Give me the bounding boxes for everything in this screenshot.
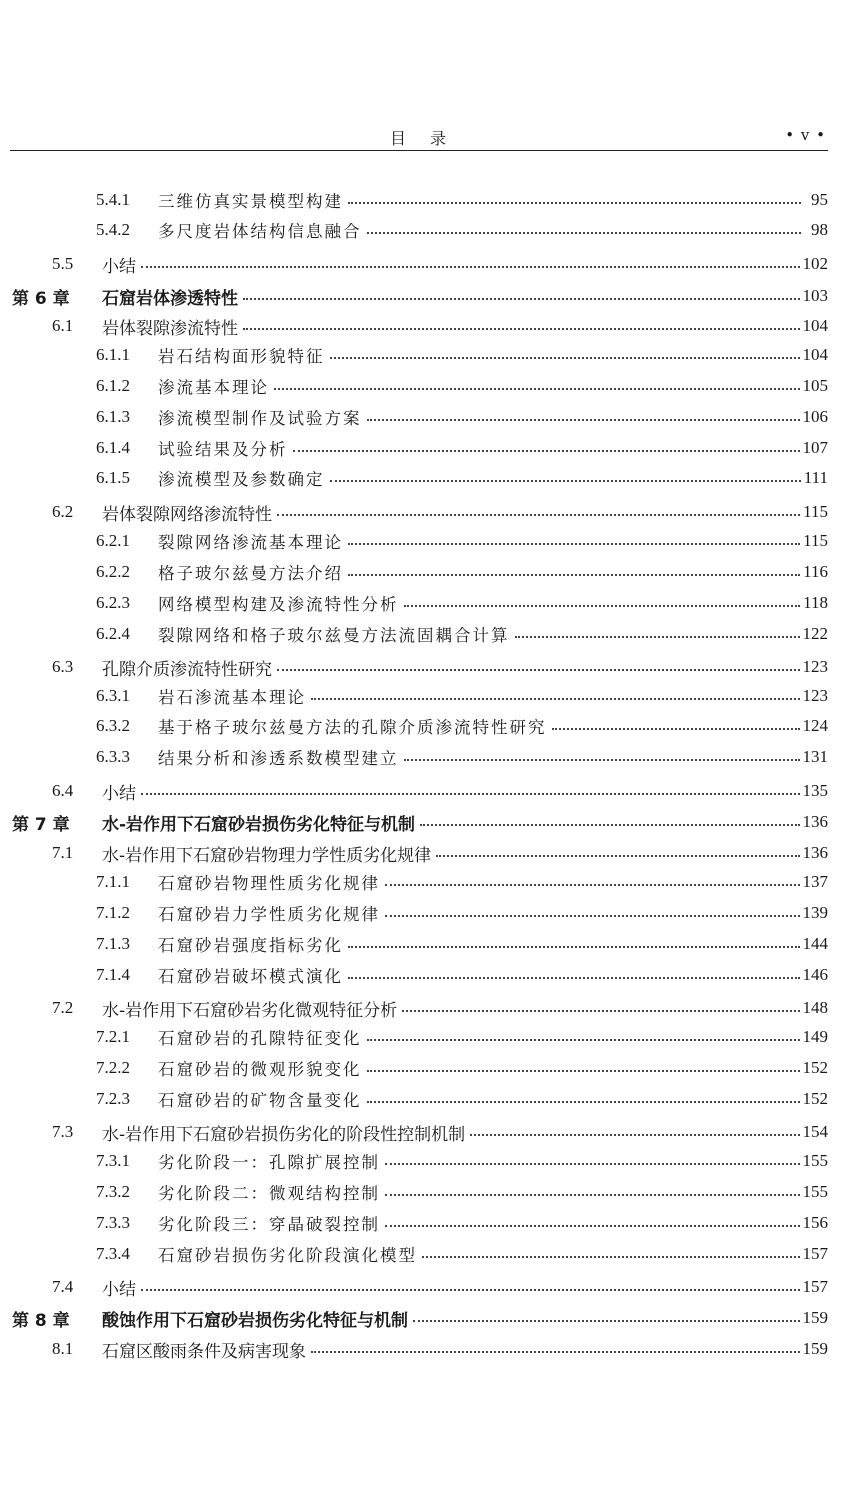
- toc-leader-dots: [385, 1225, 800, 1227]
- toc-leader-dots: [348, 574, 800, 576]
- toc-leader-dots: [402, 1010, 799, 1012]
- toc-entry-number: 8.1: [52, 1339, 74, 1358]
- toc-entry-page: 102: [802, 254, 828, 273]
- toc-entry-sub: [96, 589, 828, 617]
- toc-entry-page: 152: [802, 1089, 828, 1108]
- toc-entry-page: 104: [802, 316, 828, 335]
- toc-entry-title: 渗流基本理论: [158, 378, 269, 397]
- toc-leader-dots: [420, 824, 799, 826]
- toc-entry-page: 149: [802, 1027, 828, 1046]
- toc-entry-section: [52, 994, 828, 1022]
- toc-entry-title: 小结: [102, 1279, 136, 1300]
- toc-entry-number: 7.1.2: [96, 903, 130, 922]
- toc-leader-dots: [367, 419, 800, 421]
- toc-entry-sub: [96, 930, 828, 958]
- toc-leader-dots: [141, 793, 800, 795]
- toc-entry-number: 6.1.3: [96, 407, 130, 426]
- toc-entry-sub: [96, 464, 828, 492]
- toc-entry-number: 7.3.1: [96, 1151, 130, 1170]
- running-header: [10, 126, 828, 150]
- toc-entry-sub: [96, 682, 828, 710]
- toc-entry-title: 石窟砂岩力学性质劣化规律: [158, 905, 380, 924]
- toc-entry-number: 6.2.3: [96, 593, 130, 612]
- toc-entry-title: 岩体裂隙网络渗流特性: [102, 504, 272, 525]
- toc-leader-dots: [141, 266, 800, 268]
- header-page-number: • v •: [785, 126, 826, 144]
- toc-entry-title: 多尺度岩体结构信息融合: [158, 222, 362, 241]
- toc-entry-title: 石窟砂岩损伤劣化阶段演化模型: [158, 1246, 417, 1265]
- toc-entry-number: 7.2.2: [96, 1058, 130, 1077]
- toc-entry-number: 7.2: [52, 998, 74, 1017]
- toc-entry-page: 136: [802, 812, 828, 831]
- toc-entry-page: 105: [802, 376, 828, 395]
- toc-entry-sub: [96, 620, 828, 648]
- toc-entry-sub: [96, 961, 828, 989]
- toc-entry-sub: [96, 743, 828, 771]
- toc-entry-chapter: [12, 1304, 828, 1332]
- toc-entry-page: 155: [802, 1182, 828, 1201]
- toc-entry-sub: [96, 1240, 828, 1268]
- toc-entry-section: [52, 653, 828, 681]
- toc-entry-number: 6.1.1: [96, 345, 130, 364]
- toc-entry-page: 136: [802, 843, 828, 862]
- toc-entry-number: 7.1.1: [96, 872, 130, 891]
- toc-entry-page: 137: [802, 872, 828, 891]
- toc-entry-title: 水-岩作用下石窟砂岩损伤劣化的阶段性控制机制: [102, 1124, 466, 1145]
- toc-leader-dots: [277, 514, 800, 516]
- toc-entry-number: 7.2.1: [96, 1027, 130, 1046]
- toc-entry-title: 基于格子玻尔兹曼方法的孔隙介质渗流特性研究: [158, 718, 547, 737]
- toc-entry-title: 石窟砂岩强度指标劣化: [158, 936, 343, 955]
- toc-leader-dots: [404, 605, 801, 607]
- toc-entry-number: 7.3.2: [96, 1182, 130, 1201]
- toc-entry-number: 7.1.3: [96, 934, 130, 953]
- toc-leader-dots: [470, 1134, 799, 1136]
- toc-entry-chapter: [12, 282, 828, 310]
- toc-entry-number: 6.2.2: [96, 562, 130, 581]
- toc-leader-dots: [348, 543, 800, 545]
- toc-entry-page: 116: [803, 562, 828, 581]
- toc-leader-dots: [243, 328, 800, 330]
- toc-entry-page: 139: [802, 903, 828, 922]
- toc-entry-number: 6.2.1: [96, 531, 130, 550]
- toc-entry-title: 孔隙介质渗流特性研究: [102, 659, 272, 680]
- toc-leader-dots: [330, 480, 801, 482]
- header-rule: [10, 150, 828, 151]
- toc-leader-dots: [385, 884, 800, 886]
- toc-entry-section: [52, 1273, 828, 1301]
- toc-entry-page: 154: [802, 1122, 828, 1141]
- toc-entry-page: 98: [811, 220, 828, 239]
- toc-leader-dots: [367, 1070, 800, 1072]
- toc-entry-sub: [96, 868, 828, 896]
- toc-entry-page: 123: [802, 686, 828, 705]
- toc-leader-dots: [311, 698, 800, 700]
- toc-leader-dots: [385, 1163, 800, 1165]
- toc-entry-page: 157: [802, 1244, 828, 1263]
- toc-entry-sub: [96, 899, 828, 927]
- toc-entry-title: 试验结果及分析: [158, 440, 288, 459]
- toc-entry-number: 6.1.4: [96, 438, 130, 457]
- toc-entry-sub: [96, 712, 828, 740]
- toc-entry-number: 5.4.1: [96, 190, 130, 209]
- toc-entry-number: 5.5: [52, 254, 74, 273]
- toc-entry-number: 6.3.3: [96, 747, 130, 766]
- toc-entry-number: 7.1.4: [96, 965, 130, 984]
- toc-leader-dots: [367, 1039, 800, 1041]
- toc-leader-dots: [277, 669, 800, 671]
- toc-entry-page: 123: [802, 657, 828, 676]
- toc-entry-title: 三维仿真实景模型构建: [158, 192, 343, 211]
- toc-entry-number: 6.1.5: [96, 468, 130, 487]
- toc-entry-page: 107: [802, 438, 828, 457]
- toc-entry-title: 网络模型构建及渗流特性分析: [158, 595, 399, 614]
- toc-entry-sub: [96, 434, 828, 462]
- toc-entry-number: 6.1: [52, 316, 74, 335]
- toc-entry-sub: [96, 1054, 828, 1082]
- toc-leader-dots: [385, 1194, 800, 1196]
- toc-entry-sub: [96, 186, 828, 214]
- toc-entry-title: 石窟砂岩的矿物含量变化: [158, 1091, 362, 1110]
- toc-entry-section: [52, 839, 828, 867]
- toc-entry-number: 6.3.2: [96, 716, 130, 735]
- toc-entry-section: [52, 1118, 828, 1146]
- toc-leader-dots: [367, 232, 802, 234]
- toc-entry-title: 石窟砂岩破坏模式演化: [158, 967, 343, 986]
- toc-leader-dots: [243, 298, 800, 300]
- toc-entry-title: 裂隙网络和格子玻尔兹曼方法流固耦合计算: [158, 626, 510, 645]
- toc-entry-sub: [96, 341, 828, 369]
- toc-entry-sub: [96, 1085, 828, 1113]
- toc-entry-title: 结果分析和渗透系数模型建立: [158, 749, 399, 768]
- toc-entry-page: 148: [802, 998, 828, 1017]
- header-title-left: 目: [389, 129, 408, 148]
- toc-entry-page: 131: [802, 747, 828, 766]
- toc-entry-page: 152: [802, 1058, 828, 1077]
- toc-entry-section: [52, 312, 828, 340]
- toc-entry-page: 146: [802, 965, 828, 984]
- toc-entry-title: 渗流模型及参数确定: [158, 470, 325, 489]
- toc-entry-page: 95: [811, 190, 828, 209]
- toc-leader-dots: [367, 1101, 800, 1103]
- toc-leader-dots: [274, 388, 800, 390]
- toc-entry-title: 小结: [102, 783, 136, 804]
- toc-leader-dots: [293, 450, 800, 452]
- toc-entry-number: 7.3.3: [96, 1213, 130, 1232]
- toc-entry-title: 岩石结构面形貌特征: [158, 347, 325, 366]
- toc-entry-page: 104: [802, 345, 828, 364]
- toc-entry-sub: [96, 403, 828, 431]
- toc-entry-number: 第 6 章: [12, 288, 70, 309]
- toc-entry-number: 5.4.2: [96, 220, 130, 239]
- toc-entry-sub: [96, 1209, 828, 1237]
- toc-entry-title: 劣化阶段二：微观结构控制: [158, 1184, 380, 1203]
- toc-entry-number: 第 8 章: [12, 1310, 70, 1331]
- toc-entry-page: 103: [802, 286, 828, 305]
- toc-leader-dots: [348, 202, 801, 204]
- toc-entry-sub: [96, 558, 828, 586]
- toc-leader-dots: [311, 1351, 800, 1353]
- toc-entry-page: 115: [803, 502, 828, 521]
- toc-entry-title: 劣化阶段三：穿晶破裂控制: [158, 1215, 380, 1234]
- toc-entry-chapter: [12, 808, 828, 836]
- toc-entry-number: 7.1: [52, 843, 74, 862]
- toc-leader-dots: [413, 1320, 800, 1322]
- toc-entry-number: 7.3: [52, 1122, 74, 1141]
- toc-entry-number: 6.2.4: [96, 624, 130, 643]
- toc-entry-number: 7.4: [52, 1277, 74, 1296]
- toc-leader-dots: [348, 946, 800, 948]
- toc-entry-number: 7.3.4: [96, 1244, 130, 1263]
- toc-leader-dots: [330, 357, 800, 359]
- header-title-right: 录: [430, 129, 449, 148]
- toc-leader-dots: [552, 728, 800, 730]
- toc-entry-number: 6.3: [52, 657, 74, 676]
- toc-entry-title: 石窟岩体渗透特性: [102, 288, 238, 309]
- toc-entry-page: 124: [802, 716, 828, 735]
- header-title: [10, 126, 828, 149]
- toc-entry-sub: [96, 216, 828, 244]
- toc-entry-page: 156: [802, 1213, 828, 1232]
- toc-entry-title: 水-岩作用下石窟砂岩劣化微观特征分析: [102, 1000, 398, 1021]
- toc-entry-number: 6.2: [52, 502, 74, 521]
- toc-entry-title: 格子玻尔兹曼方法介绍: [158, 564, 343, 583]
- toc-entry-title: 石窟砂岩物理性质劣化规律: [158, 874, 380, 893]
- toc-entry-page: 157: [802, 1277, 828, 1296]
- toc-entry-title: 岩石渗流基本理论: [158, 688, 306, 707]
- toc-entry-page: 159: [802, 1308, 828, 1327]
- toc-entry-title: 石窟区酸雨条件及病害现象: [102, 1341, 306, 1362]
- toc-entry-number: 7.2.3: [96, 1089, 130, 1108]
- toc-entry-title: 酸蚀作用下石窟砂岩损伤劣化特征与机制: [102, 1310, 408, 1331]
- toc-entry-sub: [96, 1023, 828, 1051]
- toc-leader-dots: [348, 977, 800, 979]
- toc-entry-page: 144: [802, 934, 828, 953]
- toc-entry-page: 111: [803, 468, 828, 487]
- toc-entry-sub: [96, 1178, 828, 1206]
- toc-entry-page: 159: [802, 1339, 828, 1358]
- toc-entry-page: 106: [802, 407, 828, 426]
- toc-entry-page: 135: [802, 781, 828, 800]
- toc-entry-page: 155: [802, 1151, 828, 1170]
- toc-entry-title: 石窟砂岩的微观形貌变化: [158, 1060, 362, 1079]
- toc-entry-title: 裂隙网络渗流基本理论: [158, 533, 343, 552]
- toc-entry-title: 水-岩作用下石窟砂岩物理力学性质劣化规律: [102, 845, 432, 866]
- toc-entry-page: 118: [803, 593, 828, 612]
- toc-entry-page: 122: [802, 624, 828, 643]
- toc-entry-title: 劣化阶段一：孔隙扩展控制: [158, 1153, 380, 1172]
- toc-entry-page: 115: [803, 531, 828, 550]
- toc-entry-title: 渗流模型制作及试验方案: [158, 409, 362, 428]
- toc-leader-dots: [515, 636, 800, 638]
- toc-entry-sub: [96, 372, 828, 400]
- toc-entry-title: 岩体裂隙渗流特性: [102, 318, 238, 339]
- toc-entry-section: [52, 498, 828, 526]
- toc-entry-sub: [96, 527, 828, 555]
- toc-entry-number: 第 7 章: [12, 814, 70, 835]
- toc-entry-number: 6.3.1: [96, 686, 130, 705]
- toc-leader-dots: [404, 759, 800, 761]
- toc-entry-title: 小结: [102, 256, 136, 277]
- toc-entry-section: [52, 250, 828, 278]
- toc-entry-title: 水-岩作用下石窟砂岩损伤劣化特征与机制: [102, 814, 416, 835]
- toc-entry-number: 6.4: [52, 781, 74, 800]
- toc-entry-section: [52, 777, 828, 805]
- toc-leader-dots: [422, 1256, 800, 1258]
- toc-entry-title: 石窟砂岩的孔隙特征变化: [158, 1029, 362, 1048]
- toc-entry-sub: [96, 1147, 828, 1175]
- toc-entry-number: 6.1.2: [96, 376, 130, 395]
- toc-leader-dots: [385, 915, 800, 917]
- toc-leader-dots: [141, 1289, 800, 1291]
- toc-entry-section: [52, 1335, 828, 1363]
- toc-leader-dots: [436, 855, 799, 857]
